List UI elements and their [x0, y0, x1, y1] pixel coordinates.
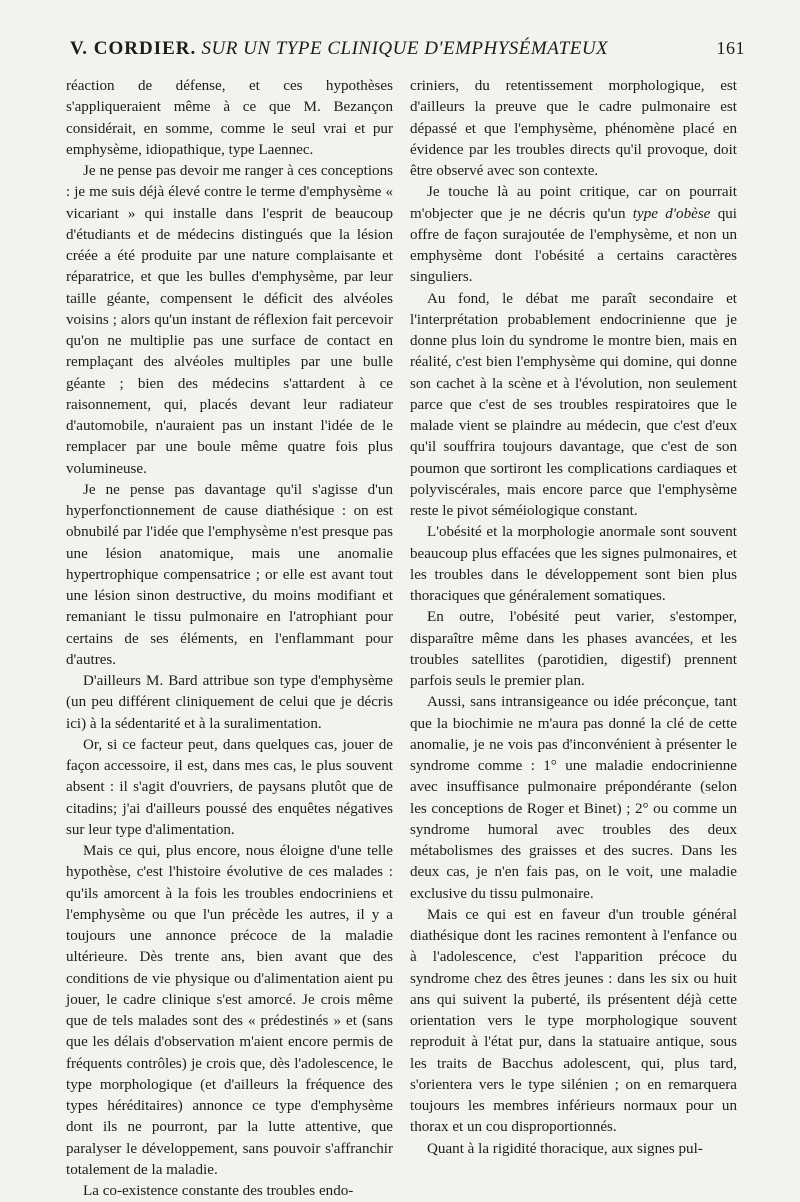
- paragraph: Aussi, sans intransigeance ou idée préconçue, tant que la biochimie ne m'aura pas donné la clé de cette anomalie, je ne vois pas d'inconvénient à présenter le syndrome comme : 1° une maladie endocrinienne avec insuffisance pulmonaire prépondérante (selon les conceptions de Roger et Binet) ; 2° ou comme un syndrome humoral avec troubles des deux métabolismes des graisses et des sucres. Dans les deux cas, je n'en fais pas, on le voit, une maladie exclusive du tissu pulmonaire.: [410, 694, 737, 902]
- paragraph: Mais ce qui, plus encore, nous éloigne d'une telle hypothèse, c'est l'histoire évolutive de ces malades : qu'ils amorcent à la fois les troubles endocriniens et l'emphysème ou que l'un précède les autres, il y a toujours une annonce précoce de la maladie ultérieure. Dès trente ans, bien avant que des conditions de vie physique ou d'alimentation aient pu jouer, le cadre clinique s'est amorcé. Je crois même que de tels malades sont des « prédestinés » et (sans que les délais d'observation m'aient encore permis de fréquents contrôles) je crois que, dès l'adolescence, le type morphologique (et d'ailleurs la fréquence des types héréditaires) annonce ce type d'emphysème dont ils ne pourront, par la lutte attentive, que paralyser le développement, sans pouvoir s'affranchir totalement de la maladie.: [66, 843, 393, 1178]
- paragraph: réaction de défense, et ces hypothèses s'appliqueraient même à ce que M. Bezançon considérait, en somme, comme le seul vrai et pur emphysème, idiopathique, type Laennec.: [66, 78, 393, 158]
- left-column: [66, 76, 393, 1202]
- paragraph: La co-existence constante des troubles endo-: [83, 1183, 354, 1199]
- paragraph: L'obésité et la morphologie anormale sont souvent beaucoup plus effacées que les signes pulmonaires, et les troubles dans le développement sont bien plus thoraciques que généralement somatiques.: [410, 524, 737, 604]
- paragraph: D'ailleurs M. Bard attribue son type d'emphysème (un peu différent cliniquement de celui que je décris ici) à la sédentarité et à la suralimentation.: [66, 673, 393, 732]
- paragraph: Je ne pense pas davantage qu'il s'agisse d'un hyperfonctionnement de cause diathésique : on est obnubilé par l'idée que l'emphysème n'est presque pas une lésion anatomique, mais une anomalie hypertrophique compensatrice ; or elle est avant tout une lésion sinon destructive, du moins modifiant et remaniant le tissu pulmonaire en l'atrophiant pour certains de ses éléments, en l'enflammant pour d'autres.: [66, 481, 393, 668]
- paragraph: [410, 182, 737, 288]
- right-column: [410, 76, 737, 1160]
- page-number: 161: [716, 38, 745, 58]
- header-title: SUR UN TYPE CLINIQUE D'EMPHYSÉMATEUX: [201, 38, 609, 59]
- paragraph-text: qui offre de façon surajoutée de l'emphysème, et non un emphysème dont l'obésité a certains caractères singuliers.: [410, 205, 737, 286]
- paragraph: En outre, l'obésité peut varier, s'estomper, disparaître même dans les phases avancées, et les troubles satellites (parotidien, digestif) prennent parfois seuls le premier plan.: [410, 609, 737, 689]
- paragraph: Au fond, le débat me paraît secondaire et l'interprétation probablement endocrinienne que je donne plus loin du syndrome le montre bien, mais en réalité, c'est bien l'emphysème qui domine, qui donne son cachet à la scène et à l'évolution, non seulement parce que c'est de ses troubles respiratoires que le malade vient se plaindre au médecin, que c'est d'eux qu'il souffrira toujours davantage, que c'est de son poumon que sortiront les complications cardiaques et polyviscérales, mais encore parce que l'emphysème reste le pivot séméiologique constant.: [410, 290, 737, 519]
- paragraph-text: Je touche là au point critique, car on pourrait m'objecter que je ne décris qu'un: [410, 184, 737, 222]
- header-author: V. CORDIER.: [70, 38, 197, 59]
- paragraph: Or, si ce facteur peut, dans quelques cas, jouer de façon accessoire, il est, dans mes cas, le plus souvent absent : il s'agit d'ouvriers, de paysans plutôt que de citadins; j'ai d'ailleurs poussé des enquêtes négatives sur leur type d'alimentation.: [66, 736, 393, 838]
- paragraph: Mais ce qui est en faveur d'un trouble général diathésique dont les racines remontent à l'enfance ou à l'adolescence, c'est l'apparition précoce du syndrome chez des êtres jeunes : dans les six ou huit ans qui suivent la puberté, ils présentent déjà cette orientation vers le type morphologique souvent reproduit à l'état pur, dans la statuaire antique, sous les traits de Bacchus adolescent, qui, plus tard, s'orientera vers le type silénien ; on en remarquera toujours les membres inférieurs normaux pour un thorax et un cou disproportionnés.: [410, 906, 737, 1136]
- paragraph: Je ne pense pas devoir me ranger à ces conceptions : je me suis déjà élevé contre le terme d'emphysème « vicariant » qui installe dans l'esprit de beaucoup d'étudiants et de médecins distingués que la lésion créée a été produite par une nature complaisante et réparatrice, et que les bulles d'emphysème, par leur taille géante, compensent le déficit des alvéoles voisins ; alors qu'un instant de réflexion fait percevoir qu'on ne multiplie pas une surface de contact en remplaçant des alvéoles multiples par une bulle géante ; bien des médecins s'attardent à ce raisonnement, qui, placés devant leur radiateur d'automobile, n'auraient pas un instant l'idée de le remplacer par une boule même quatre fois plus volumineuse.: [66, 163, 393, 477]
- paragraph: criniers, du retentissement morphologique, est d'ailleurs la preuve que le cadre pulmonaire est dépassé et que l'emphysème, phénomène placé en évidence par les troubles directs qu'il provoque, doit être observé avec son contexte.: [410, 78, 737, 179]
- paragraph: Quant à la rigidité thoracique, aux signes pul-: [427, 1140, 703, 1157]
- emphasis-text: type d'obèse: [632, 205, 711, 222]
- running-header: [70, 38, 745, 68]
